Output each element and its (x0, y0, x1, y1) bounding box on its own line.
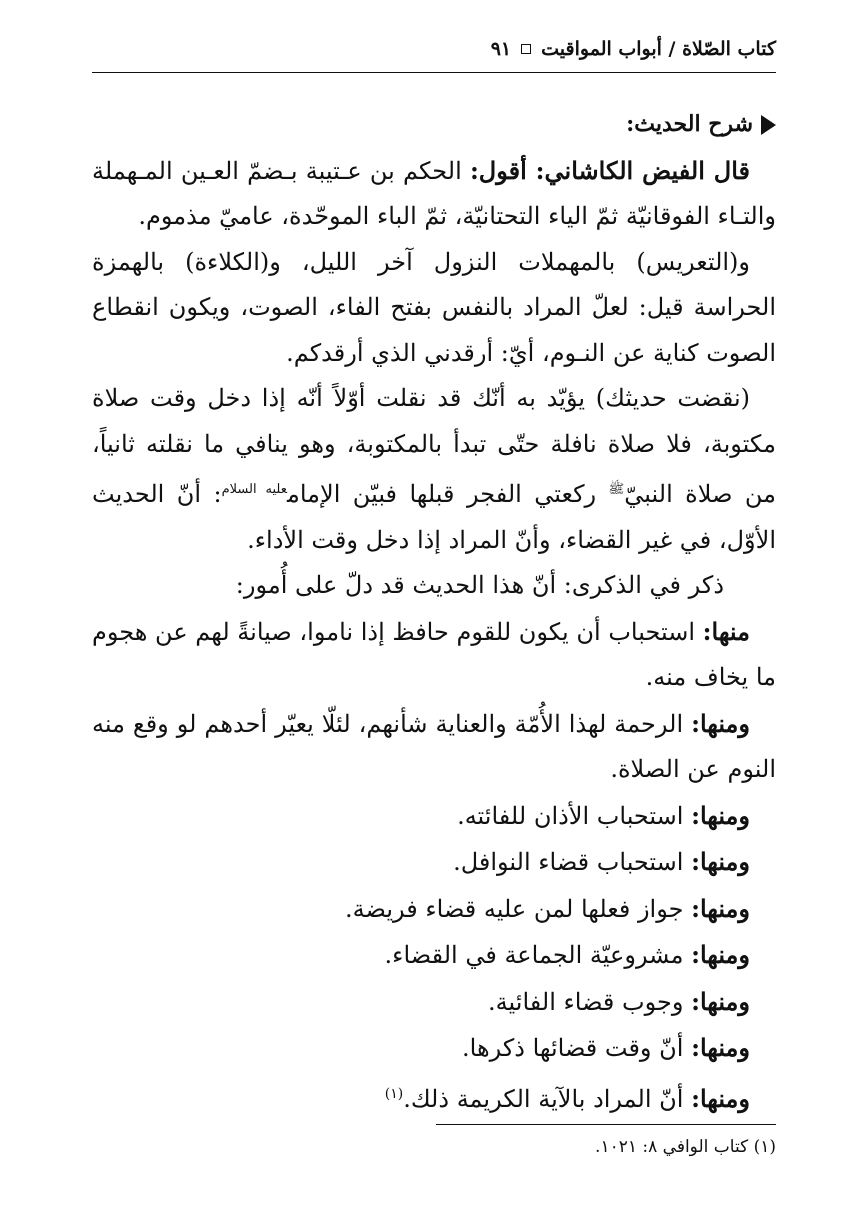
list-item-text: أنّ المراد بالآية الكريمة ذلك. (403, 1084, 692, 1113)
paragraph-3-part-a: (نقضت حديثك) يؤيّد به أنّك قد نقلت أوّلاً أنّه إذا دخل وقت صلاة مكتوبة، فلا صلاة نافلة حتّى تبدأ بالمكتوبة، وهو ينافي ما نقلته ثانياً، من صلاة النبيّ (92, 384, 777, 508)
lead-word: ومنها: (691, 708, 750, 738)
paragraph-2: و(التعريس) بالمهملات النزول آخر الليل، و(الكلاءة) بالهمزة الحراسة قيل: لعلّ المراد بالنفس بفتح الفاء، الصوت، ويكون انقطاع الصوت كناية عن النـوم، أيّ: أرقدني الذي أرقدكم. (92, 247, 776, 367)
paragraph-3 (92, 376, 776, 563)
page-number: ٩١ (490, 38, 512, 60)
triangle-bullet-icon (761, 115, 776, 135)
footnote-divider (436, 1124, 776, 1125)
header-divider (92, 72, 776, 73)
honorific-mark: ﷺ (608, 482, 625, 497)
list-item (92, 886, 776, 933)
paragraph-3-part-b: ركعتي الفجر قبلها فبيّن الإمام (286, 480, 609, 508)
lead-word: ومنها: (691, 1033, 750, 1062)
list-item (92, 979, 776, 1026)
footnote: (١) كتاب الوافي ٨: ١٠٢١. (595, 1137, 776, 1157)
paragraph-5 (92, 609, 776, 701)
paragraph-4: ذكر في الذكرى: أنّ هذا الحديث قد دلّ على أُمور: (235, 571, 724, 599)
page-body (92, 102, 776, 1122)
list-item-text: مشروعيّة الجماعة في القضاء. (384, 941, 692, 969)
speaker-label: قال الفيض الكاشاني: أقول: (469, 155, 751, 185)
lead-word: ومنها: (691, 847, 750, 876)
footnote-marker[interactable]: (١) (384, 1085, 404, 1102)
lead-word: ومنها: (691, 986, 750, 1016)
list-item-text: استحباب قضاء النوافل. (453, 848, 692, 876)
list-item-text: جواز فعلها لمن عليه قضاء فريضة. (345, 894, 692, 923)
square-separator-icon (521, 44, 531, 54)
section-title: شرح الحديث: (626, 111, 753, 137)
list-item (92, 932, 776, 979)
list-item (92, 839, 776, 886)
list-item-text: استحباب الأذان للفائته. (457, 801, 692, 830)
list-item (92, 1025, 776, 1072)
lead-word: منها: (702, 616, 750, 646)
paragraph-6 (92, 701, 776, 793)
paragraph-1 (92, 148, 776, 240)
lead-word: ومنها: (691, 940, 750, 969)
paragraph-6-text: الرحمة لهذا الأُمّة والعناية شأنهم، لئلّا يعيّر أحدهم لو وقع منه النوم عن الصلاة. (92, 709, 776, 783)
section-heading (92, 102, 776, 148)
honorific-mark: عليه السلام (221, 482, 287, 497)
paragraph-5-text: استحباب أن يكون للقوم حافظ إذا ناموا، صيانةً لهم عن هجوم ما يخاف منه. (92, 617, 776, 691)
paragraph-3-part-c: : أنّ الحديث الأوّل، في غير القضاء، وأنّ المراد إذا دخل وقت الأداء. (92, 480, 776, 554)
running-header (92, 34, 776, 64)
lead-word: ومنها: (691, 893, 750, 923)
lead-word: ومنها: (691, 1083, 750, 1113)
lead-word: ومنها: (691, 800, 750, 830)
list-item-text: أنّ وقت قضائها ذكرها. (462, 1034, 692, 1062)
list-item (92, 793, 776, 840)
paragraph-1-text: الحكم بن عـتيبة بـضمّ العـين المـهملة والتـاء الفوقانيّة ثمّ الياء التحتانيّة، ثمّ الباء الموحّدة، عاميّ مذموم. (92, 156, 776, 230)
list-item (92, 1072, 776, 1123)
list-item-text: وجوب قضاء الفائية. (488, 987, 692, 1016)
header-title: كتاب الصّلاة / أبواب المواقيت (541, 38, 776, 60)
